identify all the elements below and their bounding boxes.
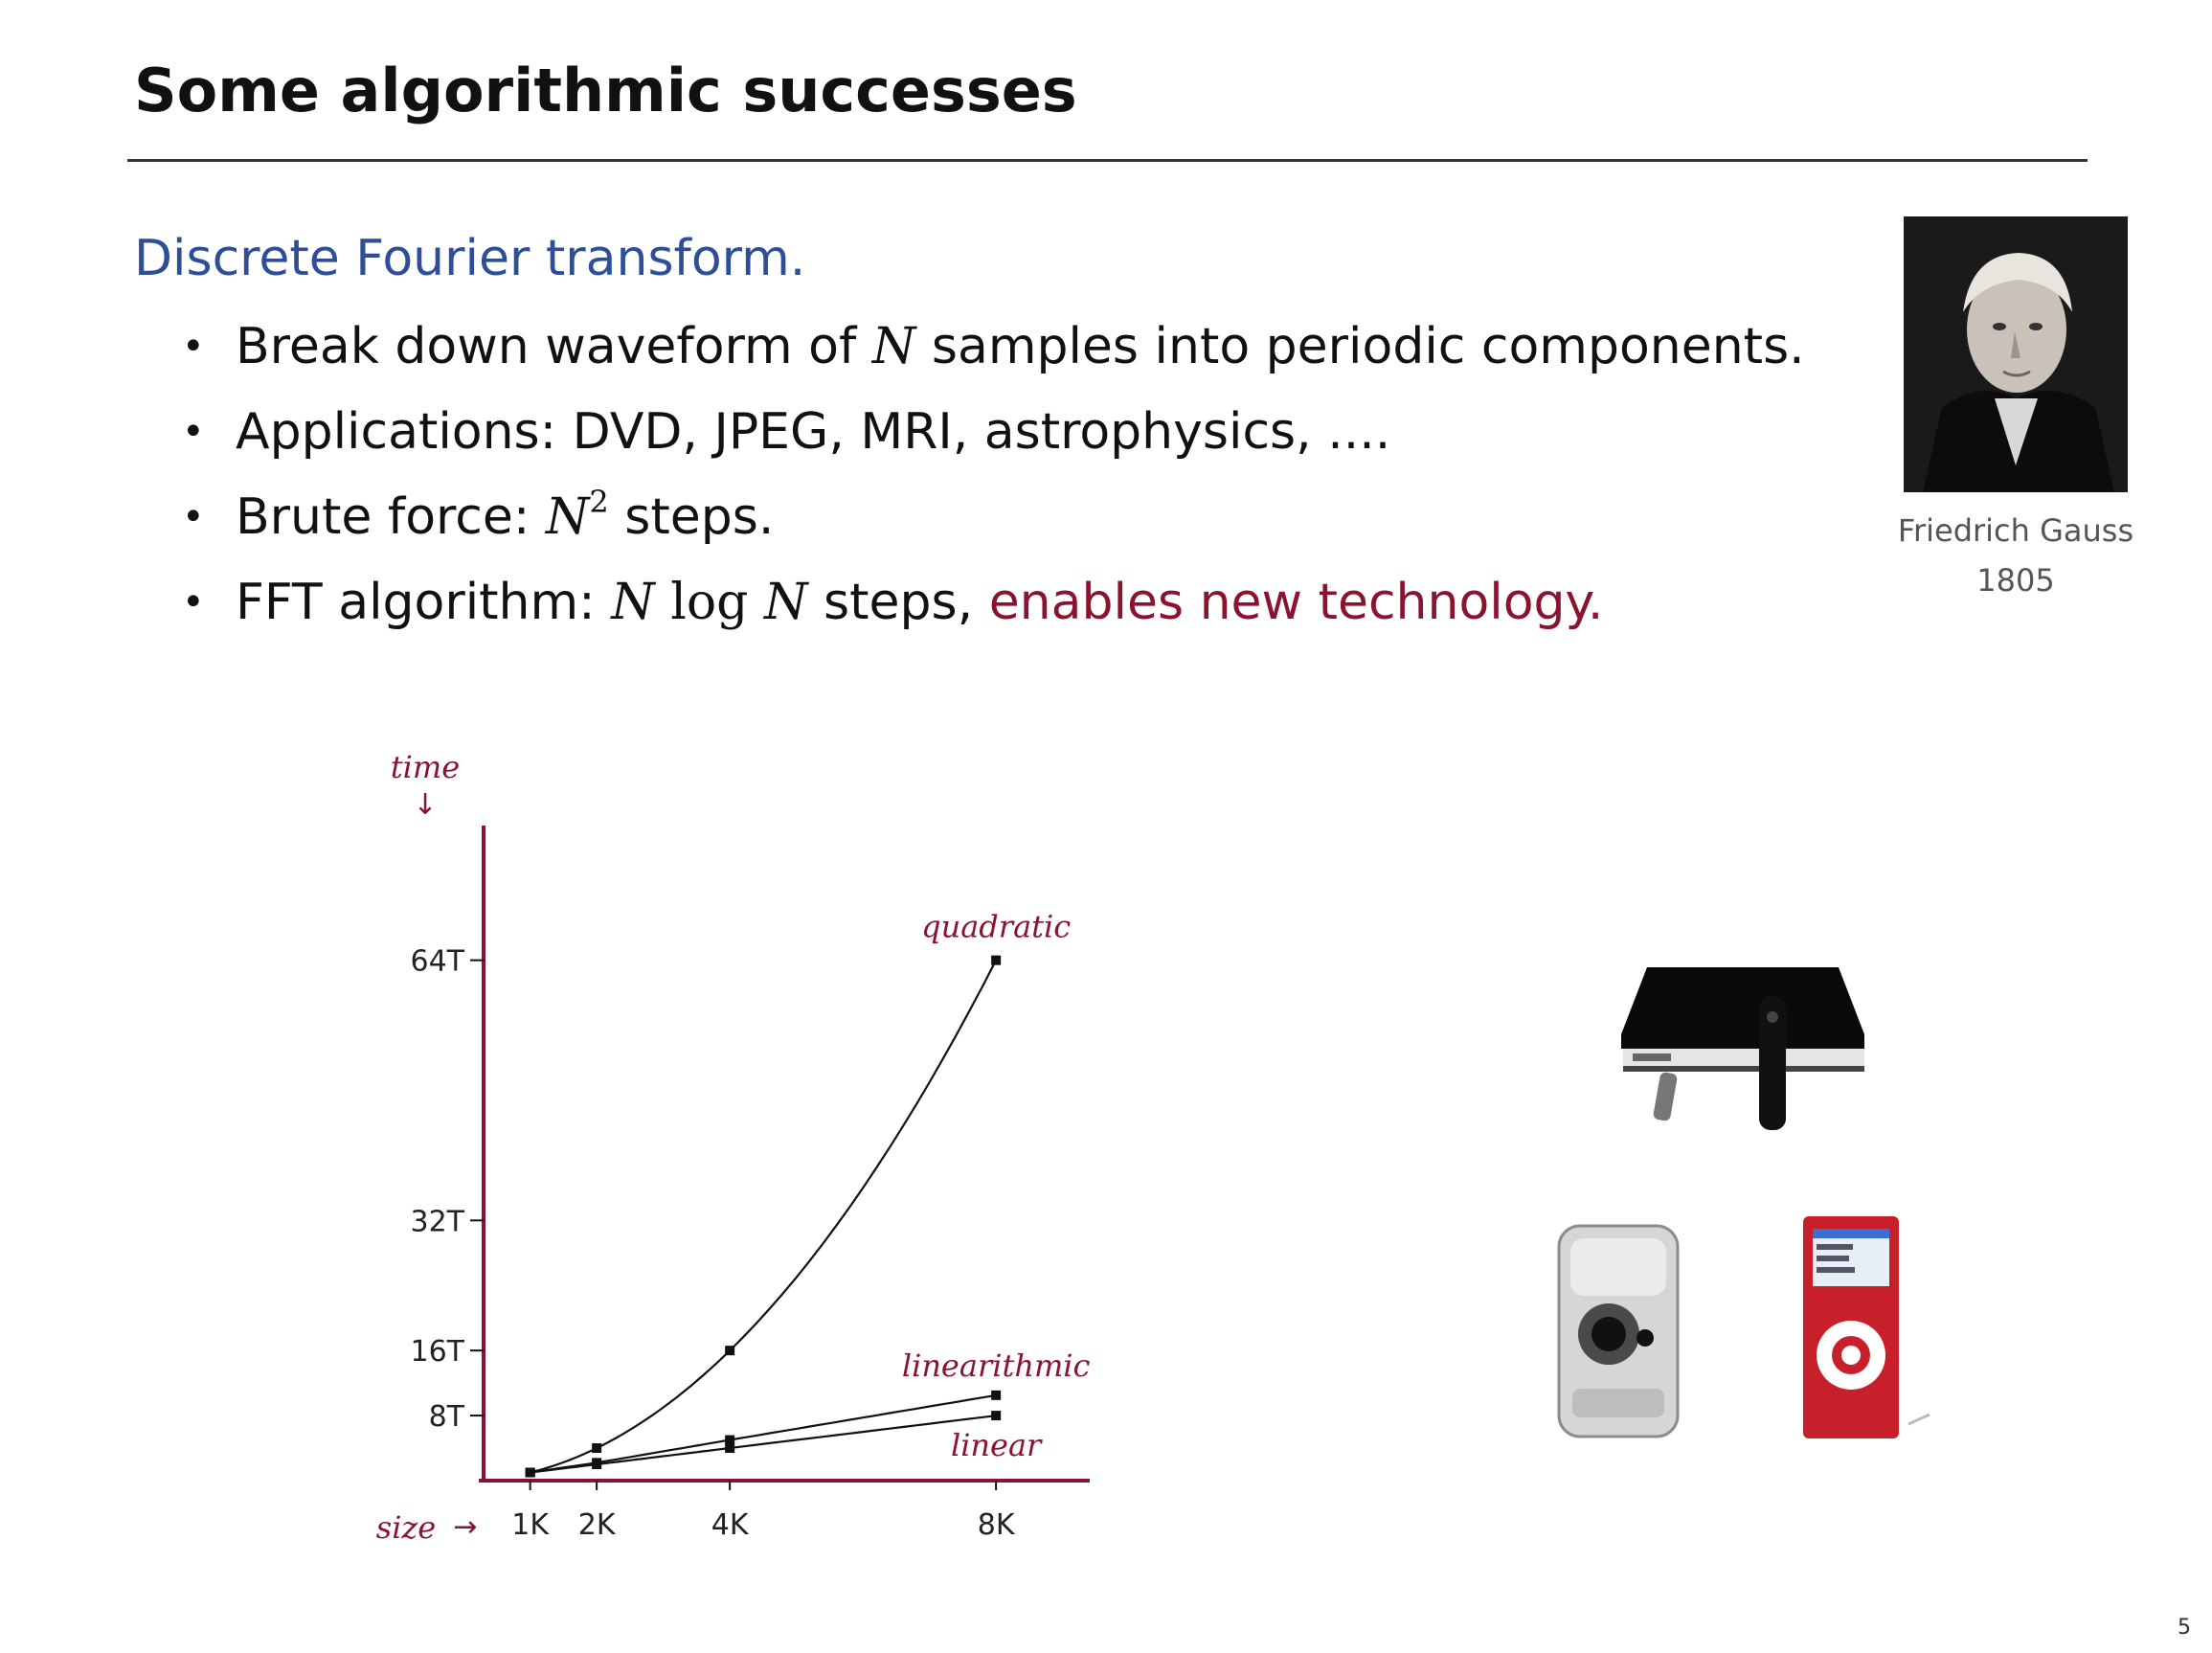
data-point-linear <box>725 1443 734 1453</box>
bullet-list <box>182 305 1805 645</box>
bullet-item: • Applications: DVD, JPEG, MRI, astrophysics, .... <box>182 403 1391 461</box>
x-tick-label: 2K <box>577 1508 616 1542</box>
camera-icon <box>1551 1221 1685 1441</box>
bullet-item: • Break down waveform of N samples into periodic components. <box>182 318 1805 375</box>
y-axis-label: time <box>390 749 461 785</box>
data-point-quadratic <box>592 1443 601 1453</box>
portrait-year: 1805 <box>1976 562 2055 599</box>
growth-chart <box>364 737 1130 1561</box>
portrait-caption <box>1877 506 2155 605</box>
data-point-linear <box>592 1460 601 1469</box>
data-point-linear <box>526 1468 535 1478</box>
x-tick-label: 4K <box>711 1508 749 1542</box>
y-axis-arrow: ↓ <box>413 788 438 822</box>
gauss-portrait <box>1904 216 2128 492</box>
highlight-text: enables new technology. <box>988 574 1604 631</box>
title-divider <box>127 159 2088 162</box>
page-number: 5 <box>2178 1616 2191 1640</box>
series-line-quadratic <box>530 961 996 1473</box>
series-label-quadratic: quadratic <box>921 908 1072 945</box>
portrait-image <box>1904 216 2128 492</box>
series-label-linear: linear <box>950 1427 1042 1464</box>
section-heading: Discrete Fourier transform. <box>134 230 806 287</box>
x-axis-label: size <box>375 1509 437 1546</box>
data-point-quadratic <box>991 956 1001 965</box>
bullet-item: • Brute force: $N^2$ steps. <box>182 484 775 546</box>
music-player-icon <box>1795 1211 1949 1441</box>
y-tick-label: 8T <box>428 1400 464 1435</box>
y-tick-label: 16T <box>410 1335 464 1370</box>
data-point-quadratic <box>725 1346 734 1355</box>
portrait-name: Friedrich Gauss <box>1897 512 2134 549</box>
dvd-player-icon <box>1614 958 1872 1130</box>
x-tick-label: 1K <box>511 1508 550 1542</box>
y-tick-label: 32T <box>410 1205 464 1239</box>
data-point-linearithmic <box>991 1391 1001 1400</box>
x-axis-arrow: → <box>453 1510 478 1544</box>
x-tick-label: 8K <box>977 1508 1015 1542</box>
series-label-linearithmic: linearithmic <box>901 1347 1091 1384</box>
slide-title: Some algorithmic successes <box>134 56 1077 125</box>
data-point-linear <box>991 1411 1001 1420</box>
bullet-item: • FFT algorithm: N log N steps, enables new technology. <box>182 574 1604 631</box>
y-tick-label: 64T <box>410 944 464 979</box>
